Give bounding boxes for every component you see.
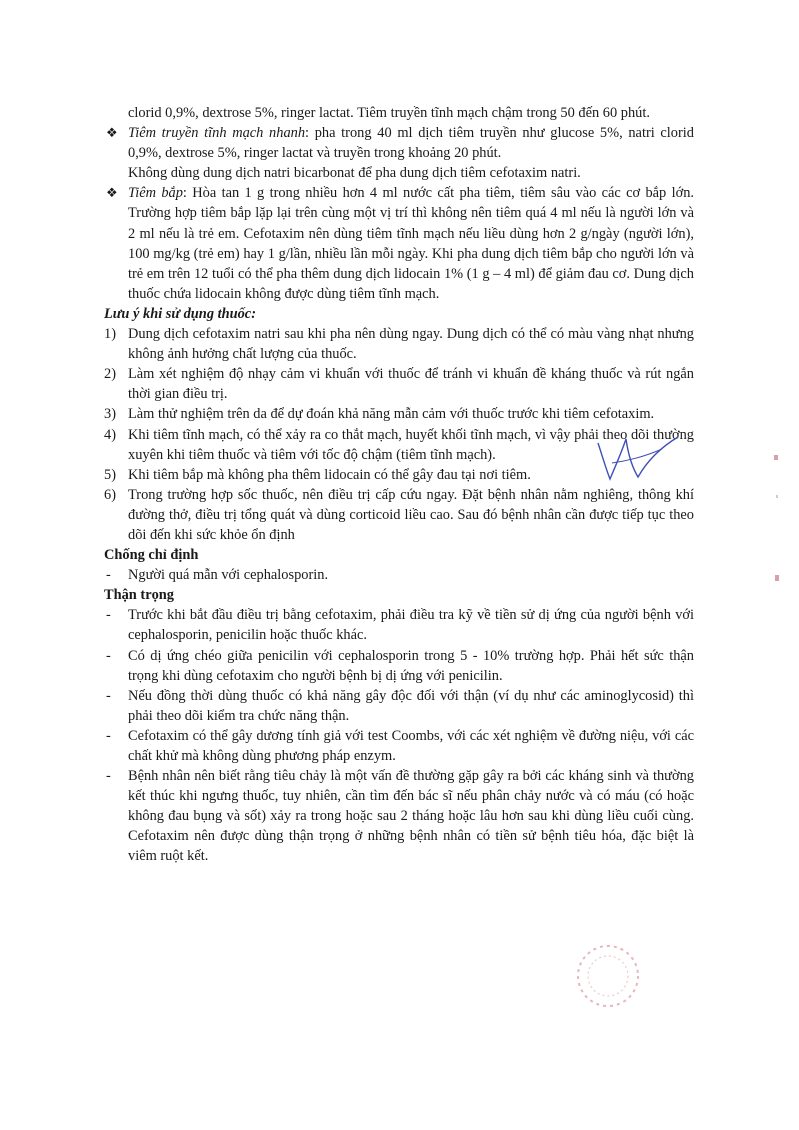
bullet-intramuscular xyxy=(104,183,694,304)
diamond-bullet-icon: ❖ xyxy=(106,185,118,201)
list-item: - Người quá mẫn với cephalosporin. xyxy=(106,567,329,584)
list-item: 1) Dung dịch cefotaxim natri sau khi pha nên dùng ngay. Dung dịch có thể có màu vàng nhạt nhưng không ảnh hưởng chất lượng của thuốc. xyxy=(104,326,694,363)
list-item: 6) Trong trường hợp sốc thuốc, nên điều trị cấp cứu ngay. Đặt bệnh nhân nằm nghiêng, thông khí đường thở, điều trị tổng quát và dùng corticoid liều cao. Sau đó bệnh nhân cần được tiếp tục theo dõi đến khi sức khỏe ổn định xyxy=(104,486,694,543)
fast-infusion-term: Tiêm truyền tĩnh mạch nhanh xyxy=(128,125,306,142)
faded-stamp xyxy=(560,940,650,1010)
list-item: 4) Khi tiêm tĩnh mạch, có thể xảy ra co thắt mạch, huyết khối tĩnh mạch, vì vậy phải theo dõi thường xuyên khi tiêm thuốc và tiêm với tốc độ chậm (tiêm tĩnh mạch). xyxy=(104,426,694,463)
bullet-fast-infusion xyxy=(104,123,694,163)
caution-list xyxy=(104,605,694,866)
caution-heading: Thận trọng xyxy=(104,587,174,604)
edge-marks xyxy=(770,455,784,595)
list-item: - Nếu đồng thời dùng thuốc có khả năng gây độc đối với thận (ví dụ như các aminoglycosid) thì phải theo dõi kiểm tra chức năng thận. xyxy=(106,687,694,724)
handwritten-signature xyxy=(592,435,682,485)
intramuscular-text: : Hòa tan 1 g trong nhiều hơn 4 ml nước cất pha tiêm, tiêm sâu vào các cơ bắp lớn. Trường hợp tiêm bắp lặp lại trên cùng một vị trí thì không nên tiêm quá 4 ml nếu là người lớn và 2 ml nếu là trẻ em. Cefotaxim nên dùng tiêm tĩnh mạch nếu liều dùng hơn 2 g/ngày (người lớn), 100 mg/kg (trẻ em) hay 1 g/lần, nhiều lần mỗi ngày. Khi pha dung dịch tiêm bắp cho người lớn và trẻ em trên 12 tuổi có thể pha thêm dung dịch lidocain 1% (1 g – 4 ml) để giảm đau cơ. Dung dịch thuốc chứa lidocain không được dùng tiêm tĩnh mạch. xyxy=(128,185,694,302)
list-item: 2) Làm xét nghiệm độ nhạy cảm vi khuẩn với thuốc để tránh vi khuẩn đề kháng thuốc và rút ngắn thời gian điều trị. xyxy=(104,366,694,403)
list-item: 5) Khi tiêm bắp mà không pha thêm lidocain có thể gây đau tại nơi tiêm. xyxy=(104,466,531,483)
admin-continuous-text: clorid 0,9%, dextrose 5%, ringer lactat. Tiêm truyền tĩnh mạch chậm trong 50 đến 60 phút. xyxy=(128,105,650,121)
list-item: - Trước khi bắt đầu điều trị bằng cefotaxim, phải điều tra kỹ về tiền sử dị ứng của người bệnh với cephalosporin, penicilin hoặc thuốc khác. xyxy=(106,607,694,644)
bicarbonat-note: Không dùng dung dịch natri bicarbonat để pha dung dịch tiêm cefotaxim natri. xyxy=(128,165,581,182)
fast-infusion-text: : pha trong 40 ml dịch tiêm truyền như glucose 5%, natri clorid 0,9%, dextrose 5%, ringer lactat và truyền trong khoảng 20 phút. xyxy=(128,125,694,162)
list-item: - Cefotaxim có thể gây dương tính giả với test Coombs, với các xét nghiệm về đường niệu, với các chất khử mà không dùng phương pháp enzym. xyxy=(106,727,694,764)
notes-heading: Lưu ý khi sử dụng thuốc: xyxy=(104,305,256,322)
list-item: - Bệnh nhân nên biết rằng tiêu chảy là một vấn đề thường gặp gây ra bởi các kháng sinh và thường kết thúc khi ngưng thuốc, tuy nhiên, cần tìm đến bác sĩ nếu phân chảy nước và có máu (có hoặc không đau bụng và sốt) xảy ra trong hoặc sau 2 tháng hoặc lâu hơn sau khi dùng liều cuối cùng. Cefotaxim nên được dùng thận trọng ở những bệnh nhân có tiền sử bệnh tiêu hóa, đặc biệt là viêm ruột kết. xyxy=(106,768,694,865)
intramuscular-term: Tiêm bắp xyxy=(128,185,183,202)
list-item: 3) Làm thử nghiệm trên da để dự đoán khả năng mẫn cảm với thuốc trước khi tiêm cefotaxim. xyxy=(104,406,655,423)
diamond-bullet-icon: ❖ xyxy=(106,125,118,141)
contraindication-heading: Chống chỉ định xyxy=(104,547,199,564)
list-item: - Có dị ứng chéo giữa penicilin với cephalosporin trong 5 - 10% trường hợp. Phải hết sức thận trọng khi dùng cefotaxim cho người bệnh bị dị ứng với penicilin. xyxy=(106,647,694,684)
